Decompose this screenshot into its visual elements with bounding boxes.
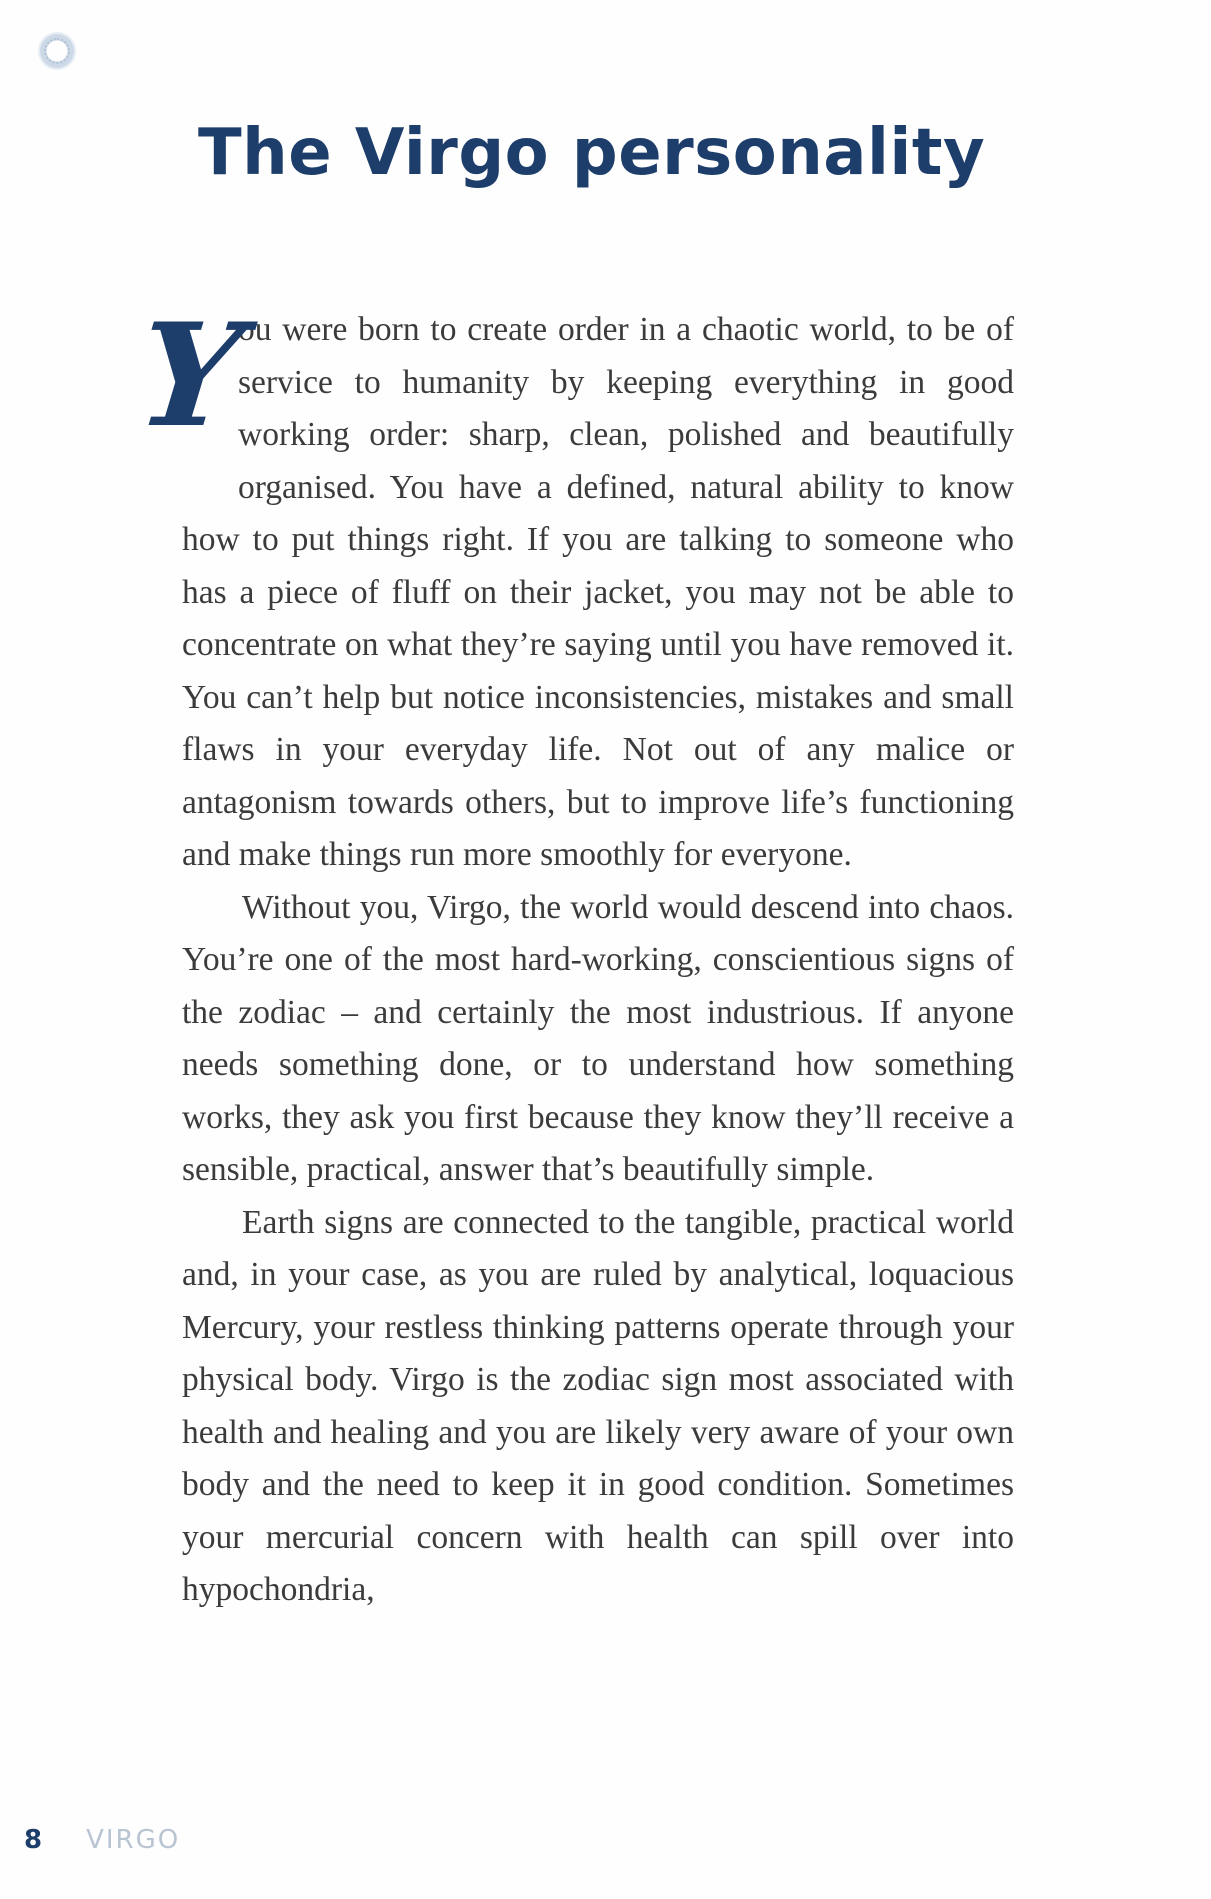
page-number: 8	[24, 1825, 43, 1855]
paragraph-3: Earth signs are connected to the tangible, practical world and, in your case, as you are ruled by analytical, loquacious Mercury, your restless thinking patterns operate through your physical body. Virgo is the zodiac sign most associated with health and healing and you are likely very aware of your own body and the need to keep it in good condition. Sometimes your mercurial concern with health can spill over into hypochondria,	[182, 1203, 1014, 1608]
page-footer	[24, 1822, 180, 1858]
paragraph-2: Without you, Virgo, the world would descend into chaos. You’re one of the most hard-working, conscientious signs of the zodiac – and certainly the most industrious. If anyone needs something done, or to understand how something works, they ask you first because they know they’ll receive a sensible, practical, answer that’s beautifully simple.	[182, 888, 1014, 1188]
paragraph-1-text: ou were born to create order in a chaotic world, to be of service to humanity by keeping everything in good working order: sharp, clean, polished and beautifully organised. You have a defined, natural ability to know how to put things right. If you are talking to someone who has a piece of fluff on their jacket, you may not be able to concentrate on what they’re saying until you have removed it. You can’t help but notice inconsistencies, mistakes and small flaws in your everyday life. Not out of any malice or antagonism towards others, but to improve life’s functioning and make things run more smoothly for everyone.	[182, 311, 1014, 873]
drop-cap-letter: Y	[130, 293, 250, 459]
body-text	[130, 293, 1014, 1617]
ornament-circle-icon	[38, 32, 76, 70]
paragraph-1	[130, 293, 1014, 882]
page-title: The Virgo personality	[198, 116, 986, 190]
running-head: VIRGO	[86, 1825, 181, 1855]
